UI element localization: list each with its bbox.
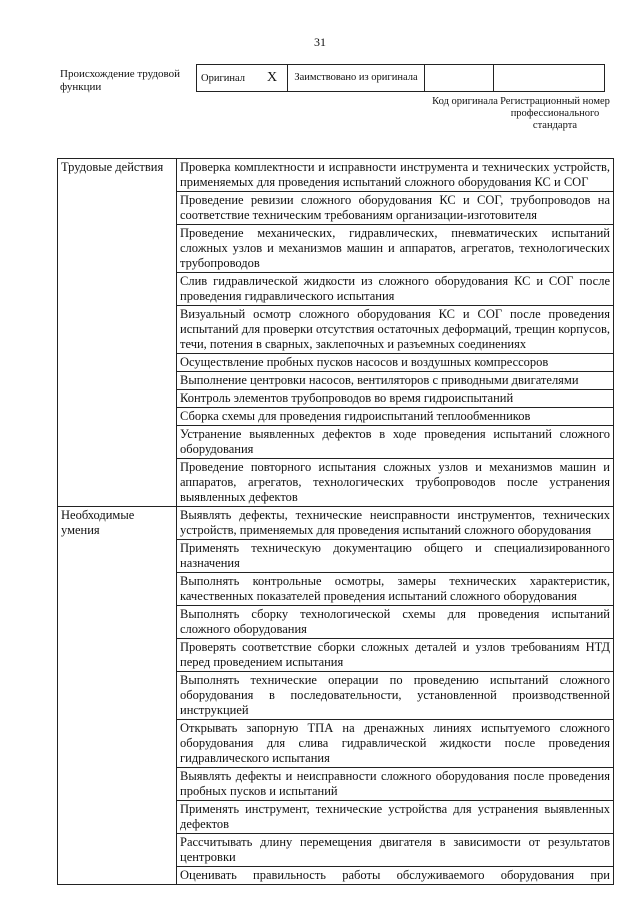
list-item: Контроль элементов трубопроводов во время гидроиспытаний xyxy=(177,390,614,408)
list-item: Применять инструмент, технические устройства для устранения выявленных дефектов xyxy=(177,801,614,834)
original-label: Оригинал xyxy=(197,65,258,92)
original-mark: X xyxy=(257,65,288,92)
code-label: Код оригинала xyxy=(432,96,498,107)
list-item: Проверка комплектности и исправности инструмента и технических устройств, применяемых для проведения испытаний сложного оборудования КС и СОГ xyxy=(177,159,614,192)
origin-table xyxy=(196,64,605,92)
reg-number-label: Регистрационный номер профессионального стандарта xyxy=(500,96,610,131)
borrowed-label: Заимствовано из оригинала xyxy=(288,65,425,92)
section-heading: Трудовые действия xyxy=(58,159,177,507)
list-item: Выявлять дефекты, технические неисправности инструментов, технических устройств, применяемых для проведения испытаний сложного оборудования xyxy=(177,507,614,540)
list-item: Слив гидравлической жидкости из сложного оборудования КС и СОГ после проведения гидравлического испытания xyxy=(177,273,614,306)
list-item: Оценивать правильность работы обслуживаемого оборудования при xyxy=(177,867,614,885)
table-row xyxy=(58,507,614,540)
list-item: Сборка схемы для проведения гидроиспытаний теплообменников xyxy=(177,408,614,426)
table-row xyxy=(58,159,614,192)
list-item: Выявлять дефекты и неисправности сложного оборудования после проведения пробных пусков и испытаний xyxy=(177,768,614,801)
list-item: Проведение механических, гидравлических, пневматических испытаний сложных узлов и механизмов машин и аппаратов, агрегатов, технологических трубопроводов xyxy=(177,225,614,273)
list-item: Устранение выявленных дефектов в ходе проведения испытаний сложного оборудования xyxy=(177,426,614,459)
code-cell xyxy=(425,65,494,92)
list-item: Проведение ревизии сложного оборудования КС и СОГ, трубопроводов на соответствие техническим требованиям организации-изготовителя xyxy=(177,192,614,225)
list-item: Выполнять контрольные осмотры, замеры технических характеристик, качественных показателей проведения испытаний сложного оборудования xyxy=(177,573,614,606)
list-item: Выполнять технические операции по проведению испытаний сложного оборудования в последовательности, установленной производственной инструкцией xyxy=(177,672,614,720)
page-number: 31 xyxy=(314,35,326,49)
list-item: Проведение повторного испытания сложных узлов и механизмов машин и аппаратов, агрегатов, технологических трубопроводов после устранения выявленных дефектов xyxy=(177,459,614,507)
reg-number-cell xyxy=(494,65,605,92)
origin-label: Происхождение трудовой функции xyxy=(60,68,181,93)
list-item: Осуществление пробных пусков насосов и воздушных компрессоров xyxy=(177,354,614,372)
list-item: Рассчитывать длину перемещения двигателя в зависимости от результатов центровки xyxy=(177,834,614,867)
functions-table xyxy=(57,158,614,885)
list-item: Применять техническую документацию общего и специализированного назначения xyxy=(177,540,614,573)
section-heading: Необходимые умения xyxy=(58,507,177,885)
list-item: Проверять соответствие сборки сложных деталей и узлов требованиям НТД перед проведением испытания xyxy=(177,639,614,672)
list-item: Выполнять сборку технологической схемы для проведения испытаний сложного оборудования xyxy=(177,606,614,639)
list-item: Открывать запорную ТПА на дренажных линиях испытуемого сложного оборудования для слива гидравлической жидкости после проведения гидравлического испытания xyxy=(177,720,614,768)
list-item: Визуальный осмотр сложного оборудования КС и СОГ после проведения испытаний для проверки отсутствия остаточных деформаций, трещин корпусов, течи, потения в сварных, заклепочных и разъемных соединениях xyxy=(177,306,614,354)
list-item: Выполнение центровки насосов, вентиляторов с приводными двигателями xyxy=(177,372,614,390)
